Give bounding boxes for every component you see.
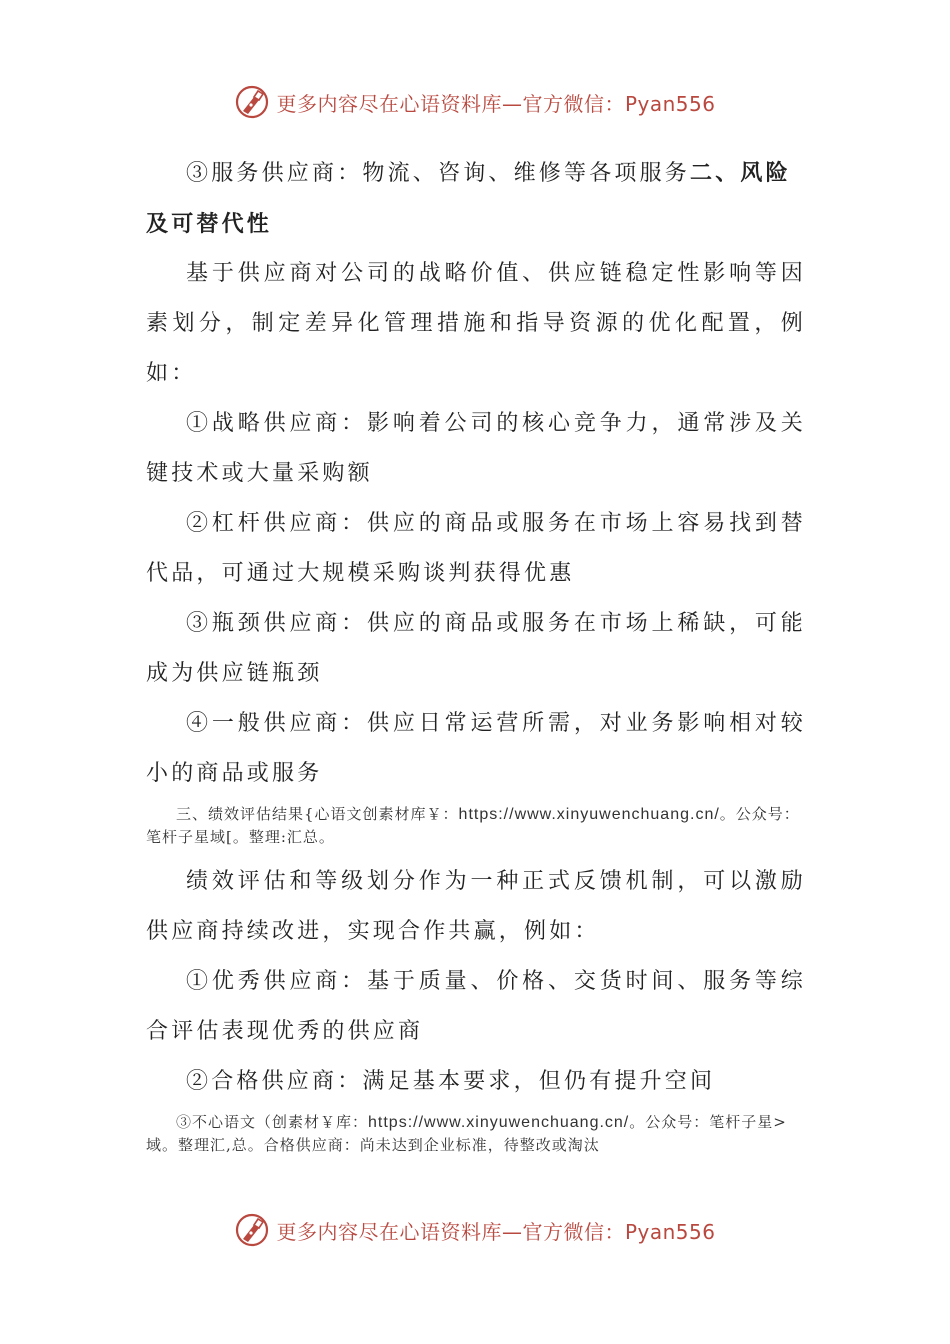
- section3-note-prefix: 三、绩效评估结果{心语文创素材库￥：: [176, 805, 459, 823]
- paragraph-service-supplier: [146, 148, 806, 199]
- section3-note-suffix: 。公众号：笔杆子星域[。整理:汇总。: [146, 805, 800, 846]
- item3-note-prefix: ③不心语文（创素材￥库：: [176, 1113, 369, 1131]
- section2-heading-end: 及可替代性: [146, 211, 273, 237]
- list-item-leverage-supplier: ②杠杆供应商：供应的商品或服务在市场上容易找到替代品，可通过大规模采购谈判获得优惠: [146, 511, 806, 586]
- paragraph-section2-intro: 基于供应商对公司的战略价值、供应链稳定性影响等因素划分，制定差异化管理措施和指导资源的优化配置，例如：: [146, 261, 806, 386]
- list-item-qualified-supplier: ②合格供应商：满足基本要求，但仍有提升空间: [186, 1069, 716, 1094]
- banner-text: 更多内容尽在心语资料库—官方微信：Pyan556: [276, 91, 716, 116]
- header-banner: [0, 82, 950, 122]
- pen-nib-icon: [234, 84, 270, 120]
- section3-heading-note: [146, 803, 806, 849]
- pen-nib-icon: [234, 1212, 270, 1248]
- banner-text: 更多内容尽在心语资料库—官方微信：Pyan556: [276, 1219, 716, 1244]
- list-item-bottleneck-supplier: ③瓶颈供应商：供应的商品或服务在市场上稀缺，可能成为供应链瓶颈: [146, 611, 806, 686]
- footer-banner: [0, 1210, 950, 1250]
- section2-heading-start: 二、风险: [690, 160, 791, 186]
- paragraph-section3-intro: 绩效评估和等级划分作为一种正式反馈机制，可以激励供应商持续改进，实现合作共赢，例如：: [146, 869, 806, 944]
- list-item-unqualified-note: [146, 1111, 806, 1157]
- list-item-general-supplier: ④一般供应商：供应日常运营所需，对业务影响相对较小的商品或服务: [146, 711, 806, 786]
- item3-note-suffix: 。公众号：笔杆子星>域。整理汇,总。合格供应商：尚未达到企业标准，待整改或淘汰: [146, 1113, 787, 1154]
- service-supplier-text: ③服务供应商：物流、咨询、维修等各项服务: [186, 161, 691, 186]
- item3-note-url: https://www.xinyuwenchuang.cn/: [368, 1114, 630, 1131]
- list-item-strategic-supplier: ①战略供应商：影响着公司的核心竞争力，通常涉及关键技术或大量采购额: [146, 411, 806, 486]
- list-item-excellent-supplier: ①优秀供应商：基于质量、价格、交货时间、服务等综合评估表现优秀的供应商: [146, 969, 806, 1044]
- section3-note-url: https://www.xinyuwenchuang.cn/: [458, 806, 720, 823]
- document-body: [146, 148, 806, 1165]
